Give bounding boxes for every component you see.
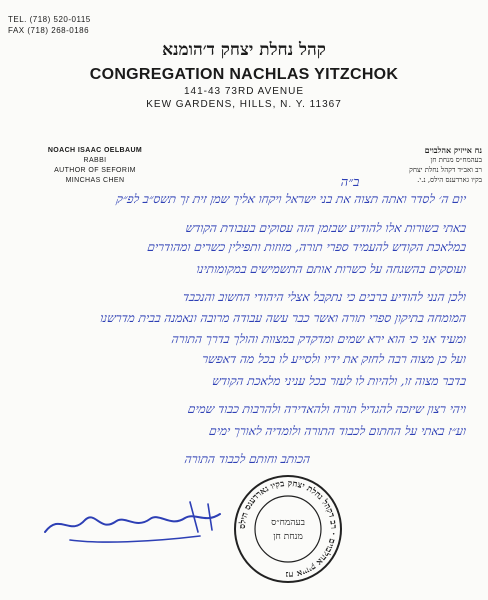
fax: FAX (718) 268-0186	[8, 26, 90, 35]
letter-line: ולכן הנני להודיע ברבים כי נתקבל אצלי היהודי החשוב והנכבד	[181, 290, 468, 304]
seal-inner-line-2: מנחת חן	[273, 532, 303, 542]
contact-info	[8, 14, 91, 36]
rabbi-english-block	[30, 146, 160, 186]
rabbi-author: AUTHOR OF SEFORIM	[54, 167, 136, 174]
letter-line: המומחה בתיקון ספרי תורה ואשר כבר עשה עבודה מרובה ונאמנה בבית מדרשנו	[99, 311, 468, 325]
letter-line: באתי בשורות אלו להודיע שבזמן הזה עסוקים בעבודת הקודש	[184, 221, 468, 235]
rabbi-title: RABBI	[83, 157, 107, 164]
handwritten-signature	[40, 492, 225, 552]
letter-line: ועל כן מצוה רבה לחזק את ידיו ולסייע לו בכל מה דאפשר	[201, 352, 468, 366]
rabbi-hebrew-location: בקיו גארדענס הילס, נ.י.	[417, 176, 482, 184]
tel: TEL. (718) 520-0115	[8, 15, 91, 24]
letter-line: במלאכת הקודש להעמיד ספרי תורה, מזוזות ותפילין כשרים ומהודרים	[146, 240, 468, 254]
seal-inner-line-1: בעהמח״ס	[271, 518, 305, 528]
rabbinic-seal	[232, 473, 344, 585]
letterhead	[0, 0, 488, 140]
letter-line: ומעיד אני כי הוא ירא שמים ומדקדק במצוות והולך בדרך התורה	[170, 332, 468, 346]
seal-outer-text: נח אייזיק אהלבוים · רב דקהל נחלת יצחק בקיו גארדענס הילס	[237, 478, 339, 580]
letter-line: ויהי רצון שיזכה להגדיל תורה ולהאדירה ולהרבות כבוד שמים	[186, 402, 468, 416]
rabbi-hebrew-books: בעהמח״ס מנחת חן	[430, 156, 482, 164]
letter-line: ועוסקים בהשגחה על כשרות אותם התשמישים במקומותינו	[195, 262, 468, 276]
rabbi-hebrew-title: רב ואב״ד דקהל נחלת יצחק	[409, 166, 482, 174]
hebrew-title: קהל נחלת יצחק ד׳הומנא	[162, 40, 326, 60]
letter-line: וע״ז באתי על החתום לכבוד התורה ולומדיה לאורך ימים	[208, 424, 468, 438]
letter-closing: הכותב וחותם לכבוד התורה	[183, 452, 312, 466]
letter-date: ב״ה	[340, 175, 360, 190]
svg-text:נח אייזיק אהלבוים · רב דקהל נח	[238, 479, 338, 579]
address-line-2: KEW GARDENS, HILLS, N. Y. 11367	[146, 99, 342, 110]
letter-line: בדבר מצוה זו, ולהיות לו לעזר בכל עניני מלאכת הקודש	[211, 374, 468, 388]
address-line-1: 141-43 73RD AVENUE	[183, 86, 305, 97]
letter-line: יום ה׳ לסדר ואתה תצוה את בני ישראל ויקחו אליך שמן זית זך תשס״ב לפ״ק	[115, 192, 468, 206]
rabbi-name: NOACH ISAAC OELBAUM	[47, 147, 143, 154]
english-title: CONGREGATION NACHLAS YITZCHOK	[89, 66, 399, 83]
rabbi-books: MINCHAS CHEN	[65, 177, 125, 184]
rabbi-hebrew-name: נח אייזיק אהלבוים	[424, 145, 482, 155]
